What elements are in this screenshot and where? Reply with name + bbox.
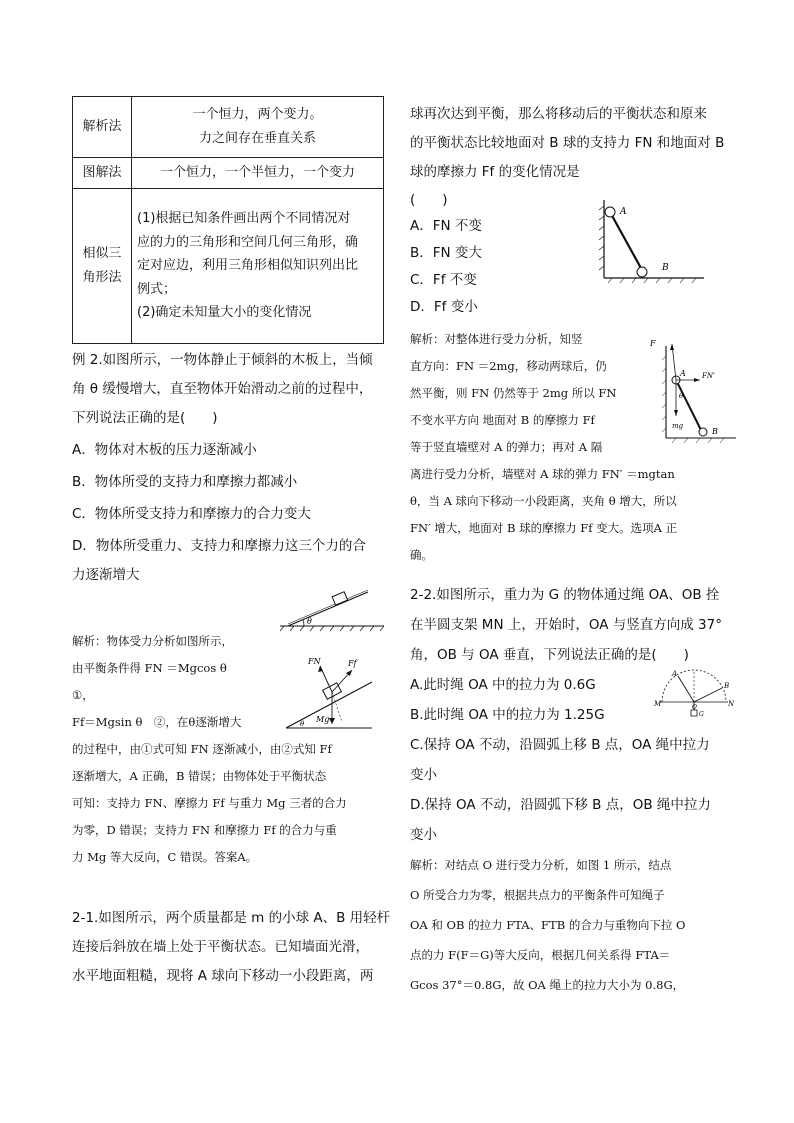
semicircle-figure — [654, 668, 734, 724]
ex21-fnp-label: FN' — [702, 372, 715, 380]
semi-a-label: A — [672, 670, 678, 678]
ex21-line: 球再次达到平衡，那么将移动后的平衡状态和原来 — [410, 106, 707, 122]
ex21-solution-line: 等于竖直墙壁对 A 的弹力；再对 A 隔 — [410, 440, 603, 454]
ex22-option: B.此时绳 OA 中的拉力为 1.25G — [410, 707, 605, 723]
table-desc-cell — [132, 189, 384, 344]
table-desc-cell — [132, 97, 384, 158]
semi-n-label: N — [728, 700, 734, 708]
table-method-cell: 解析法 — [73, 97, 132, 158]
ex21-solution-line: θ，当 A 球向下移动一小段距离，夹角 θ 增大，所以 — [410, 494, 677, 508]
ex21-line: 球的摩擦力 Ff 的变化情况是 — [410, 164, 580, 180]
ex2-line: 角 θ 缓慢增大，直至物体开始滑动之前的过程中， — [72, 381, 373, 397]
table-method-line: 相似三 — [82, 246, 122, 261]
ex2-solution-line: Ff＝Mgsin θ ②，在θ逐渐增大 — [72, 715, 242, 729]
ex2-option: A．物体对木板的压力逐渐减小 — [72, 442, 257, 458]
table-desc-cell: 一个恒力，一个半恒力，一个变力 — [132, 158, 384, 189]
ex21-solution-line: 解析：对整体进行受力分析，知竖 — [410, 332, 583, 346]
ex22-option: A.此时绳 OA 中的拉力为 0.6G — [410, 677, 596, 693]
ex2-question — [72, 346, 392, 590]
incline-figure — [278, 580, 388, 632]
table-desc-line: (1)根据已知条件画出两个不同情况对 — [137, 211, 351, 227]
ex2-line: 例 2.如图所示，一物体静止于倾斜的木板上，当倾 — [72, 352, 373, 368]
ex21-theta-label: θ — [679, 392, 684, 400]
ex21-b-label: B — [712, 427, 718, 436]
method-table — [72, 96, 384, 344]
table-desc-line: 力之间存在垂直关系 — [198, 131, 316, 146]
ex22-solution — [410, 850, 730, 1000]
semi-b-label: B — [724, 682, 730, 690]
ex22-solution-line: Gcos 37°＝0.8G，故 OA 绳上的拉力大小为 0.8G， — [410, 978, 685, 992]
ex21-paren: ( ) — [410, 192, 448, 208]
ex21-option: C．Ff 不变 — [410, 272, 477, 288]
ex2-option: 力逐渐增大 — [72, 567, 140, 583]
ex21-solution-line: FN′ 增大，地面对 B 球的摩擦力 Ff 变大。选项A 正 — [410, 521, 678, 535]
ex21-line: 2-1.如图所示，两个质量都是 m 的小球 A、B 用轻杆 — [72, 910, 391, 926]
ex22-option: D.保持 OA 不动，沿圆弧下移 B 点，OB 绳中拉力 — [410, 797, 711, 813]
ex22-option: 变小 — [410, 827, 437, 843]
ex22-line: 在半圆支架 MN 上，开始时，OA 与竖直方向成 37° — [410, 617, 722, 633]
ex21-a-label: A — [680, 369, 686, 378]
ex2-theta-label: θ — [300, 720, 305, 728]
ex21-solution-line: 直方向：FN ＝2mg，移动两球后，仍 — [410, 359, 607, 373]
ex21-solution-line: 不变水平方向 地面对 B 的摩擦力 Ff — [410, 413, 595, 427]
ex2-option: C．物体所受支持力和摩擦力的合力变大 — [72, 506, 311, 522]
ex2-solution-line: 力 Mg 等大反向，C 错误。答案A。 — [72, 850, 258, 864]
ex22-option: 变小 — [410, 767, 437, 783]
ex2-line: 下列说法正确的是( ) — [72, 410, 218, 426]
ex22-solution-line: 点的力 F(F＝G)等大反向，根据几何关系得 FTA＝ — [410, 948, 671, 962]
table-desc-line: 应的力的三角形和空间几何三角形，确 — [137, 234, 359, 250]
wall-rod-figure — [598, 196, 708, 286]
ex22-option: C.保持 OA 不动，沿圆弧上移 B 点，OA 绳中拉力 — [410, 737, 710, 753]
ex21-option: B．FN 变大 — [410, 245, 482, 261]
ex2-solution-line: 为零，D 错误；支持力 FN 和摩擦力 Ff 的合力与重 — [72, 823, 337, 837]
table-desc-line: (2)确定未知量大小的变化情况 — [137, 305, 312, 321]
ex22-line: 角，OB 与 OA 垂直，下列说法正确的是( ) — [410, 647, 689, 663]
ex2-ff-label: Ff — [348, 659, 357, 668]
ex22-solution-line: O 所受合力为零，根据共点力的平衡条件可知绳子 — [410, 888, 665, 902]
ex21-option: A．FN 不变 — [410, 218, 482, 234]
table-desc-line: 定对应边，利用三角形相似知识列出比 — [137, 258, 359, 274]
semi-m-label: M — [654, 700, 662, 708]
ex2-fn-label: FN — [308, 657, 321, 666]
ex21-solution-line: 确。 — [410, 548, 433, 562]
ex22-solution-line: 解析：对结点 O 进行受力分析，如图 1 所示，结点 — [410, 858, 672, 872]
ex21-line: 连接后斜放在墙上处于平衡状态。已知墙面光滑， — [72, 939, 369, 955]
ex2-solution-line: 解析：物体受力分析如图所示， — [72, 634, 233, 648]
ex2-option: B．物体所受的支持力和摩擦力都减小 — [72, 474, 298, 490]
semi-o-label: O — [692, 704, 697, 711]
table-desc-line: 一个恒力，两个变力。 — [192, 107, 323, 122]
ex21-force-figure — [646, 336, 736, 446]
ex21-option: D．Ff 变小 — [410, 299, 478, 315]
ex2-solution-line: 由平衡条件得 FN ＝Mgcos θ — [72, 661, 227, 675]
ex22-solution-line: OA 和 OB 的拉力 FTA、FTB 的合力与重物向下拉 O — [410, 918, 686, 932]
semi-g-label: G — [699, 711, 704, 718]
table-method-cell: 图解法 — [73, 158, 132, 189]
ex2-option: D．物体所受重力、支持力和摩擦力这三个力的合 — [72, 538, 366, 554]
ex2-solution-line: 可知：支持力 FN、摩擦力 Ff 与重力 Mg 三者的合力 — [72, 796, 347, 810]
table-method-cell — [73, 189, 132, 344]
ex2-solution-line: 逐渐增大，A 正确，B 错误；由物体处于平衡状态 — [72, 769, 327, 783]
ex21-mg-label: mg — [672, 422, 684, 430]
ex21-line: 的平衡状态比较地面对 B 球的支持力 FN 和地面对 B — [410, 135, 725, 151]
ex2-solution-line: ①， — [72, 688, 94, 702]
table-desc-line: 例式； — [137, 281, 177, 297]
table-row — [73, 158, 384, 189]
table-row — [73, 97, 384, 158]
table-row — [73, 189, 384, 344]
ex21-solution-line: 离进行受力分析，墙壁对 A 球的弹力 FN′ ＝mgtan — [410, 467, 675, 481]
ex21-f-label: F — [650, 339, 656, 348]
ex22-line: 2-2.如图所示，重力为 G 的物体通过绳 OA、OB 拴 — [410, 587, 720, 603]
ex21-question-left — [72, 904, 392, 991]
ex21-line: 水平地面粗糙，现将 A 球向下移动一小段距离，两 — [72, 968, 374, 984]
wall-label-a: A — [620, 207, 627, 217]
wall-label-b: B — [662, 263, 669, 273]
table-method-line: 角形法 — [82, 270, 122, 285]
ex2-mg-label: Mg — [316, 715, 330, 724]
ex2-solution-line: 的过程中，由①式可知 FN 逐渐减小，由②式知 Ff — [72, 742, 332, 756]
incline-theta-label: θ — [307, 617, 312, 626]
ex2-force-figure — [282, 652, 374, 732]
ex21-solution-line: 然平衡，则 FN 仍然等于 2mg 所以 FN — [410, 386, 617, 400]
